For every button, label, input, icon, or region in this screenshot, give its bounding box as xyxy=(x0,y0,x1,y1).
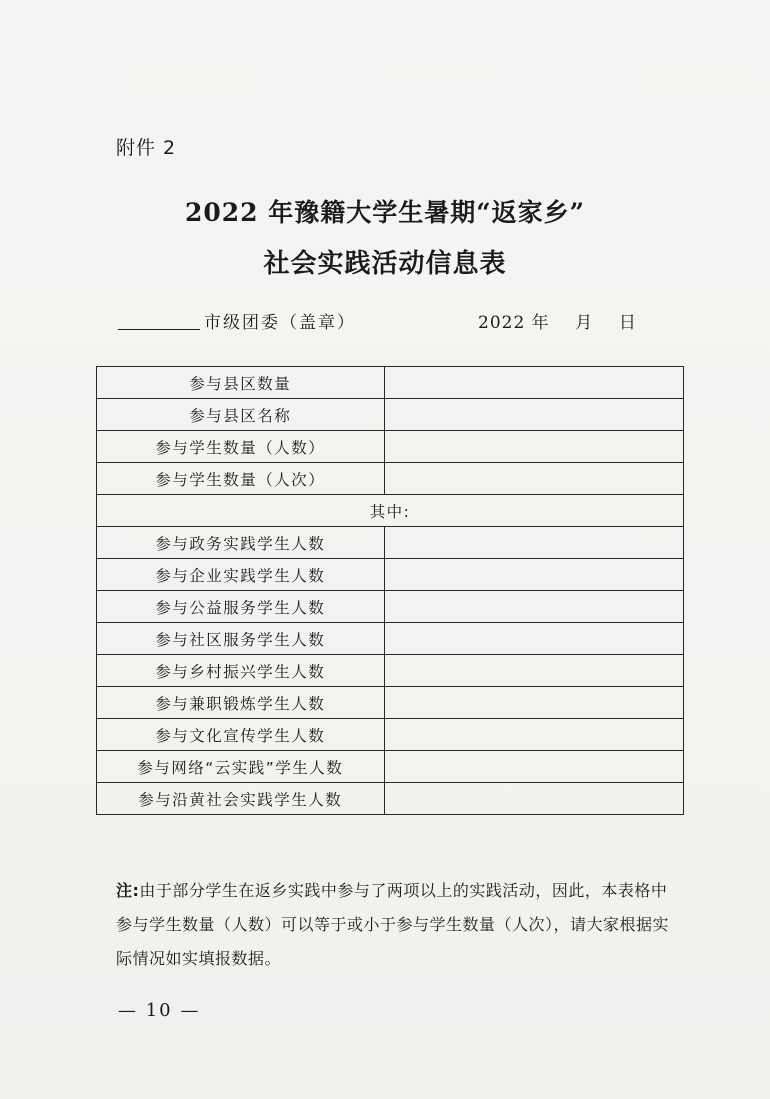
row-label: 参与县区名称 xyxy=(97,399,385,431)
row-label: 参与文化宣传学生人数 xyxy=(97,719,385,751)
row-value-cell[interactable] xyxy=(384,783,683,815)
row-label: 参与兼职锻炼学生人数 xyxy=(97,687,385,719)
row-value-cell[interactable] xyxy=(384,591,683,623)
row-value-cell[interactable] xyxy=(384,751,683,783)
page-number: — 10 — xyxy=(118,1000,201,1021)
info-table xyxy=(96,366,684,815)
row-label: 参与社区服务学生人数 xyxy=(97,623,385,655)
row-value-cell[interactable] xyxy=(384,431,683,463)
org-name-blank[interactable] xyxy=(118,309,200,330)
attachment-label: 附件 2 xyxy=(116,137,177,159)
row-label: 参与政务实践学生人数 xyxy=(97,527,385,559)
row-label: 参与企业实践学生人数 xyxy=(97,559,385,591)
row-label: 参与县区数量 xyxy=(97,367,385,399)
table-row xyxy=(97,783,684,815)
table-row xyxy=(97,623,684,655)
row-label: 参与沿黄社会实践学生人数 xyxy=(97,783,385,815)
row-value-cell[interactable] xyxy=(384,655,683,687)
table-row xyxy=(97,399,684,431)
row-value-cell[interactable] xyxy=(384,623,683,655)
table-row xyxy=(97,751,684,783)
document-title-line2: 社会实践活动信息表 xyxy=(263,249,507,279)
date-label: 2022 年 月 日 xyxy=(478,313,637,333)
table-row xyxy=(97,687,684,719)
row-value-cell[interactable] xyxy=(384,463,683,495)
row-label: 参与乡村振兴学生人数 xyxy=(97,655,385,687)
document-title-line1: 2022 年豫籍大学生暑期“返家乡” xyxy=(184,198,586,227)
table-row-among xyxy=(97,495,684,527)
among-label: 其中: xyxy=(97,495,684,527)
row-value-cell[interactable] xyxy=(384,719,683,751)
table-row xyxy=(97,527,684,559)
table-row xyxy=(97,655,684,687)
row-value-cell[interactable] xyxy=(384,367,683,399)
row-value-cell[interactable] xyxy=(384,559,683,591)
row-value-cell[interactable] xyxy=(384,527,683,559)
org-seal-label: 市级团委（盖章） xyxy=(204,313,356,333)
row-label: 参与网络“云实践”学生人数 xyxy=(97,751,385,783)
table-row xyxy=(97,463,684,495)
table-row xyxy=(97,367,684,399)
seal-line xyxy=(118,306,688,334)
note-text: 由于部分学生在返乡实践中参与了两项以上的实践活动，因此，本表格中参与学生数量（人数）可以等于或小于参与学生数量（人次），请大家根据实际情况如实填报数据。 xyxy=(116,881,670,968)
row-label: 参与公益服务学生人数 xyxy=(97,591,385,623)
table-row xyxy=(97,431,684,463)
row-value-cell[interactable] xyxy=(384,399,683,431)
note-prefix: 注: xyxy=(116,881,140,900)
row-label: 参与学生数量（人次） xyxy=(97,463,385,495)
row-label: 参与学生数量（人数） xyxy=(97,431,385,463)
table-row xyxy=(97,559,684,591)
table-row xyxy=(97,591,684,623)
table-row xyxy=(97,719,684,751)
row-value-cell[interactable] xyxy=(384,687,683,719)
note xyxy=(116,874,674,976)
